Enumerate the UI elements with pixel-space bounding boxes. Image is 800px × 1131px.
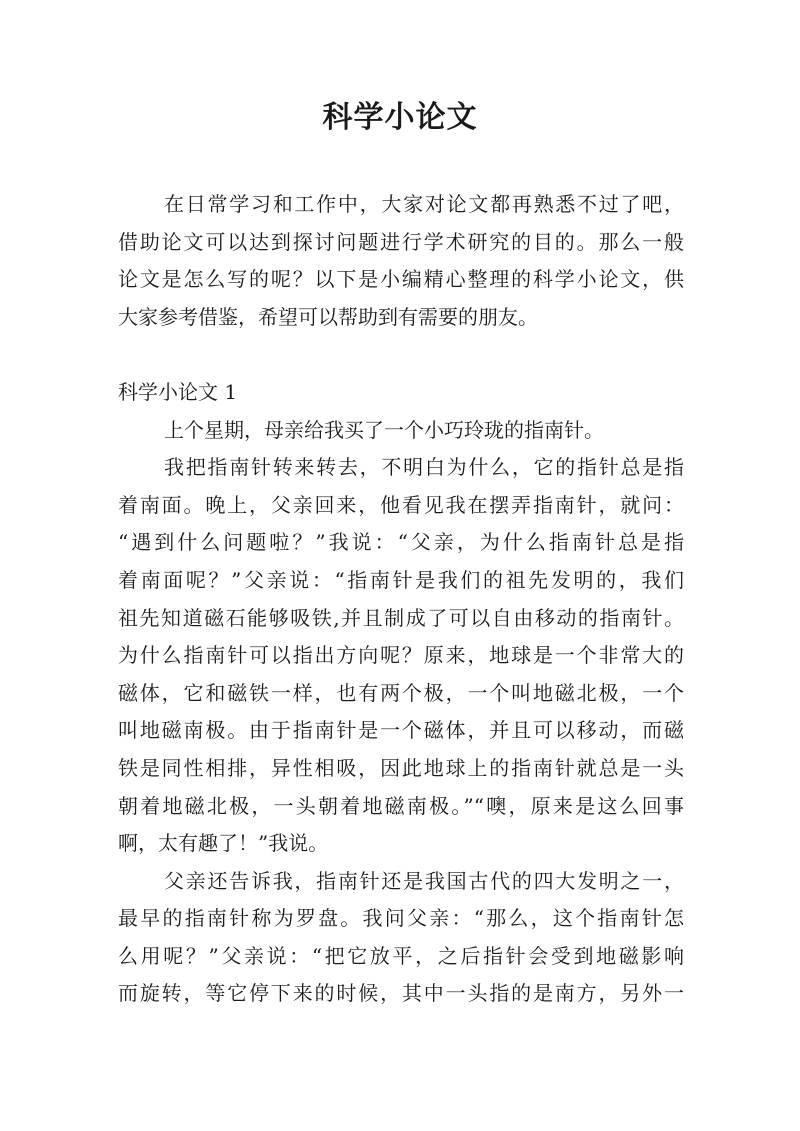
paragraph-line: 铁是同性相排，异性相吸，因此地球上的指南针就总是一头: [118, 755, 684, 780]
paragraph-gap: [118, 336, 684, 374]
paragraph-line: 为什么指南针可以指出方向呢？原来，地球是一个非常大的: [118, 643, 684, 668]
paragraph-line: 啊，太有趣了！”我说。: [118, 831, 329, 856]
document-title: 科学小论文: [322, 100, 478, 135]
intro-line: 论文是怎么写的呢？以下是小编精心整理的科学小论文，供: [118, 267, 684, 292]
paragraph-line: 父亲还告诉我，指南针还是我国古代的四大发明之一，: [164, 868, 684, 893]
paragraph-line: 叫地磁南极。由于指南针是一个磁体，并且可以移动，而磁: [118, 718, 684, 743]
paragraph-3: [118, 863, 684, 1013]
paragraph-line: “遇到什么问题啦？”我说：“父亲，为什么指南针总是指: [118, 530, 684, 555]
intro-line: 大家参考借鉴，希望可以帮助到有需要的朋友。: [118, 304, 538, 329]
paragraph-line: 最早的指南针称为罗盘。我问父亲：“那么，这个指南针怎: [118, 906, 684, 931]
paragraph-line: 朝着地磁北极，一头朝着地磁南极。”“噢，原来是这么回事: [118, 793, 684, 818]
intro-paragraph: [118, 186, 684, 336]
paragraph-line: 上个星期，母亲给我买了一个小巧玲珑的指南针。: [164, 417, 604, 442]
paragraph-line: 么用呢？”父亲说：“把它放平，之后指针会受到地磁影响: [118, 943, 684, 968]
paragraph-line: 着南面呢？”父亲说：“指南针是我们的祖先发明的，我们: [118, 567, 684, 592]
paragraph-line: 着南面。晚上，父亲回来，他看见我在摆弄指南针，就问：: [118, 492, 684, 517]
paragraph-line: 磁体，它和磁铁一样，也有两个极，一个叫地磁北极，一个: [118, 680, 684, 705]
paragraph-line: 祖先知道磁石能够吸铁,并且制成了可以自由移动的指南针。: [118, 605, 684, 630]
intro-line: 在日常学习和工作中，大家对论文都再熟悉不过了吧，: [164, 192, 684, 216]
document-body: [118, 186, 684, 1013]
intro-line: 借助论文可以达到探讨问题进行学术研究的目的。那么一般: [118, 229, 684, 254]
paragraph-2: [118, 449, 684, 863]
paragraph-line: 我把指南针转来转去，不明白为什么，它的指针总是指: [164, 455, 684, 480]
paragraph-1: [118, 412, 684, 450]
paragraph-line: 而旋转，等它停下来的时候，其中一头指的是南方，另外一: [118, 981, 684, 1006]
section-heading: 科学小论文 1: [118, 379, 238, 404]
